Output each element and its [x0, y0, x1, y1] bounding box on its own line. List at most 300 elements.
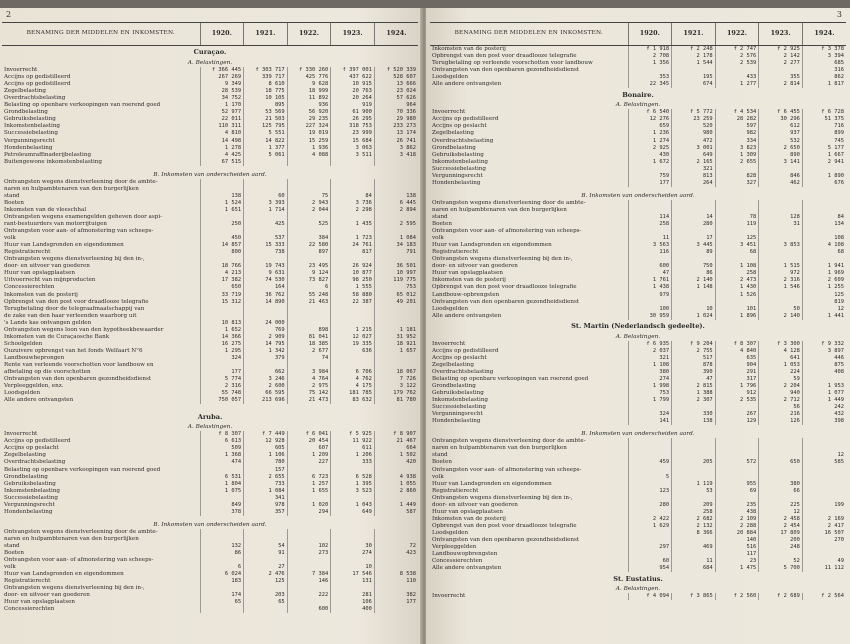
value-cell: 423	[374, 550, 418, 557]
value-cell: 6 531	[200, 474, 244, 481]
table-body-right	[430, 46, 846, 601]
value-cell: 10 877	[331, 270, 375, 277]
row-label: volk	[432, 235, 444, 242]
value-cell: 14 795	[244, 341, 288, 348]
value-cell: 4 762	[331, 376, 375, 383]
value-cell	[287, 599, 331, 606]
table-row	[430, 544, 846, 551]
row-label: volk	[4, 235, 16, 242]
value-cell: 3 451	[715, 242, 759, 249]
value-cell: 91	[244, 550, 288, 557]
value-cell	[628, 256, 672, 263]
value-cell: 676	[802, 180, 846, 187]
table-row	[2, 256, 418, 263]
value-cell: 24 000	[244, 320, 288, 327]
table-row	[430, 411, 846, 418]
value-cell: 11 922	[331, 438, 375, 445]
value-cell: 10	[331, 564, 375, 571]
value-cell: 1 119	[672, 481, 716, 488]
value-cell: 972	[759, 270, 803, 277]
value-cell: 1 084	[244, 488, 288, 495]
value-cell: 17 382	[200, 277, 244, 284]
value-cell: 1 896	[715, 313, 759, 320]
table-row	[2, 369, 418, 376]
table-row	[2, 145, 418, 152]
table-row	[2, 138, 418, 145]
table-row	[430, 452, 846, 459]
table-row	[430, 109, 846, 116]
table-row	[430, 445, 846, 452]
value-cell: 6	[200, 564, 244, 571]
value-cell: 267	[715, 411, 759, 418]
value-cell: 733	[244, 481, 288, 488]
value-cell	[628, 481, 672, 488]
value-cell	[374, 362, 418, 369]
table-row	[430, 235, 846, 242]
value-cell: 5	[628, 474, 672, 481]
value-cell: 11 892	[287, 95, 331, 102]
value-cell	[200, 536, 244, 543]
row-label: Gebruiksbelasting	[4, 116, 56, 123]
value-cell	[200, 313, 244, 320]
table-row	[2, 102, 418, 109]
table-row	[2, 341, 418, 348]
value-cell: 84	[802, 214, 846, 221]
value-cell: 123	[628, 488, 672, 495]
row-label: Rente van verleende voorschotten voor landbouw en	[4, 361, 154, 368]
value-cell: 819	[802, 299, 846, 306]
value-cell: 324	[628, 411, 672, 418]
table-row	[2, 383, 418, 390]
value-cell	[759, 67, 803, 74]
value-cell: 267 269	[200, 74, 244, 81]
value-cell: 57 626	[374, 95, 418, 102]
row-label: door- en uitvoer van goederen	[4, 592, 90, 599]
value-cell: 177	[628, 180, 672, 187]
value-cell: 10	[672, 306, 716, 313]
value-cell	[802, 488, 846, 495]
value-cell: 462	[759, 180, 803, 187]
value-cell: 22 011	[200, 116, 244, 123]
row-label: Inkomsten van de posterij	[432, 46, 506, 52]
row-label: Accijns op gedistilleerd	[4, 74, 71, 81]
row-label: Concessierechten	[4, 606, 55, 613]
table-row	[2, 452, 418, 459]
table-row	[2, 313, 418, 320]
value-cell	[200, 306, 244, 313]
value-cell	[628, 530, 672, 537]
value-cell: 1 277	[715, 81, 759, 88]
value-cell: 600	[287, 606, 331, 613]
table-row	[2, 536, 418, 543]
row-label: Inkomsten van de posterij	[4, 291, 78, 298]
table-row	[2, 585, 418, 592]
value-cell: 9 628	[287, 81, 331, 88]
column-header-year: 1924.	[374, 23, 418, 46]
value-cell: 636	[331, 348, 375, 355]
value-cell: 2 417	[802, 523, 846, 530]
value-cell: 5 061	[244, 152, 288, 159]
value-cell: 469	[672, 544, 716, 551]
value-cell	[287, 313, 331, 320]
row-label: volk	[4, 564, 16, 571]
value-cell	[200, 585, 244, 592]
value-cell: 21 473	[287, 397, 331, 404]
heading-text: Aruba.	[197, 412, 223, 421]
value-cell	[628, 509, 672, 516]
value-cell	[200, 179, 244, 186]
value-cell: 2 655	[715, 159, 759, 166]
value-cell: 2 204	[759, 383, 803, 390]
row-label: Ontvangsten van den openbaren gezondheidsdienst	[4, 376, 152, 383]
table-row	[430, 221, 846, 228]
value-cell: f 6 455	[759, 109, 803, 116]
value-cell	[672, 467, 716, 474]
table-row	[430, 46, 846, 54]
value-cell: 66	[759, 488, 803, 495]
table-row	[2, 438, 418, 445]
value-cell	[759, 228, 803, 235]
table-row	[2, 327, 418, 334]
value-cell: 3 563	[628, 242, 672, 249]
row-label: naren en hulpambtenaren van den burgerlijken	[4, 185, 139, 192]
value-cell: 3 736	[331, 200, 375, 207]
value-cell: 86	[672, 270, 716, 277]
value-cell	[374, 186, 418, 193]
value-cell	[287, 529, 331, 536]
row-label: Invoerrecht	[4, 431, 38, 438]
value-cell: 800	[200, 249, 244, 256]
value-cell: 258	[672, 509, 716, 516]
value-cell: 23 259	[672, 116, 716, 123]
value-cell: 2 975	[287, 383, 331, 390]
value-cell: 379	[244, 355, 288, 362]
value-cell: 520	[672, 123, 716, 130]
row-label: Ouzuivere opbrengst van het fonds Welfaart N°6	[4, 347, 143, 354]
heading-text: A. Belastingen.	[615, 333, 661, 340]
value-cell: 30 296	[759, 116, 803, 123]
value-cell	[715, 438, 759, 445]
value-cell: 250	[200, 221, 244, 228]
table-row	[2, 123, 418, 130]
value-cell: 5 774	[200, 376, 244, 383]
value-cell: f 3 378	[802, 46, 846, 54]
value-cell: 875	[802, 362, 846, 369]
value-cell	[200, 529, 244, 536]
row-label: naren en hulpambtenaren van den burgerlijken	[432, 206, 567, 213]
value-cell	[200, 362, 244, 369]
value-cell: 980	[672, 130, 716, 137]
value-cell: 327	[715, 180, 759, 187]
value-cell: 209	[672, 502, 716, 509]
value-cell: 4 938	[374, 474, 418, 481]
value-cell: 14 822	[244, 138, 288, 145]
value-cell: 1 714	[244, 207, 288, 214]
value-cell: 674	[672, 81, 716, 88]
column-header-year: 1921.	[244, 23, 288, 46]
value-cell	[374, 536, 418, 543]
row-label: Loodsgelden	[432, 74, 469, 81]
row-label: Huur van Landsgronden en eigendommen	[432, 480, 552, 487]
value-cell	[715, 452, 759, 459]
value-cell: 509	[200, 445, 244, 452]
row-label: Alle andere ontvangsten	[432, 565, 502, 572]
table-row	[2, 292, 418, 299]
value-cell: 600	[628, 263, 672, 270]
value-cell: 2 422	[628, 516, 672, 523]
value-cell: 110	[374, 578, 418, 585]
value-cell: 849	[200, 502, 244, 509]
value-cell: 1 108	[715, 263, 759, 270]
value-cell: 6 723	[287, 474, 331, 481]
value-cell: 1 278	[200, 145, 244, 152]
value-cell: 72	[374, 543, 418, 550]
value-cell: 459	[628, 459, 672, 466]
row-label: Schoolgelden	[4, 340, 43, 347]
value-cell	[628, 467, 672, 474]
value-cell: 1 395	[331, 481, 375, 488]
value-cell: 47	[628, 270, 672, 277]
table-row	[2, 109, 418, 116]
left-page	[0, 8, 422, 644]
value-cell: 73 827	[287, 277, 331, 284]
table-row	[2, 606, 418, 613]
value-cell	[759, 207, 803, 214]
value-cell: 398	[802, 418, 846, 425]
value-cell: 4 764	[287, 376, 331, 383]
value-cell: 1 651	[200, 207, 244, 214]
value-cell: 3 246	[244, 376, 288, 383]
value-cell	[287, 228, 331, 235]
value-cell: 14 890	[244, 299, 288, 306]
value-cell: 19 335	[331, 341, 375, 348]
table-row	[2, 207, 418, 214]
table-row	[430, 502, 846, 509]
value-cell: 780	[244, 459, 288, 466]
value-cell: f 2 564	[802, 593, 846, 600]
table-row	[430, 593, 846, 600]
row-label: Ontvangsten wegens dienstverleening bij den in-,	[432, 494, 573, 501]
value-cell: 294	[287, 509, 331, 516]
value-cell	[628, 495, 672, 502]
value-cell: 81 041	[287, 334, 331, 341]
value-cell: 17 546	[331, 571, 375, 578]
table-row	[430, 277, 846, 284]
table-row	[430, 81, 846, 88]
value-cell: 67 515	[200, 159, 244, 166]
row-label: Ontvangsten wegens dienstverleening door de ambte-	[4, 178, 158, 185]
value-cell	[200, 606, 244, 613]
table-row	[430, 438, 846, 445]
value-cell: 6 024	[200, 571, 244, 578]
value-cell: 17 809	[759, 530, 803, 537]
table-row	[430, 558, 846, 565]
value-cell	[287, 467, 331, 474]
value-cell: 29 980	[374, 116, 418, 123]
value-cell: 18 999	[287, 88, 331, 95]
value-cell: 200	[759, 537, 803, 544]
table-row	[430, 418, 846, 425]
value-cell	[331, 529, 375, 536]
value-cell: 270	[802, 537, 846, 544]
value-cell: f 330 260	[287, 67, 331, 74]
heading-text: A. Belastingen.	[615, 586, 661, 593]
value-cell	[331, 159, 375, 166]
value-cell: 10 813	[200, 320, 244, 327]
value-cell: 2 815	[672, 383, 716, 390]
value-cell: 11	[672, 558, 716, 565]
value-cell: 3 122	[374, 383, 418, 390]
value-cell: 177	[374, 599, 418, 606]
value-cell	[715, 256, 759, 263]
table-row	[2, 152, 418, 159]
value-cell: 59	[759, 376, 803, 383]
value-cell: 26 295	[331, 116, 375, 123]
value-cell: 14	[672, 214, 716, 221]
value-cell: 12	[759, 509, 803, 516]
value-cell: 61 900	[331, 109, 375, 116]
value-cell	[628, 537, 672, 544]
table-row	[2, 502, 418, 509]
row-label: Ontvangsten wegens examengelden geheven door aspi-	[4, 213, 163, 220]
table-row	[430, 474, 846, 481]
row-label: Belasting op openbare verkoopingen van roerend goed	[4, 466, 161, 473]
value-cell	[244, 228, 288, 235]
table-row	[2, 193, 418, 200]
subsection-heading	[430, 431, 846, 438]
value-cell: 2 458	[759, 516, 803, 523]
value-cell: 65 012	[374, 292, 418, 299]
value-cell: 1 998	[628, 383, 672, 390]
table-row	[2, 284, 418, 291]
value-cell: 11	[628, 235, 672, 242]
value-cell: 4 840	[715, 348, 759, 355]
value-cell: 898	[287, 327, 331, 334]
table-row	[2, 459, 418, 466]
value-cell: 119 775	[374, 277, 418, 284]
value-cell: 132	[200, 543, 244, 550]
row-label: Gebruiksbelasting	[4, 480, 56, 487]
value-cell: f 2 925	[759, 46, 803, 54]
value-cell: 1 667	[802, 152, 846, 159]
table-row	[2, 235, 418, 242]
row-label: naren en hulpambtenaren van den burgerlijken	[4, 535, 139, 542]
value-cell	[672, 438, 716, 445]
value-cell: 23	[715, 558, 759, 565]
value-cell: 183	[200, 578, 244, 585]
value-cell: f 2 248	[672, 46, 716, 54]
value-cell: 18 385	[287, 341, 331, 348]
value-cell: 339 717	[244, 74, 288, 81]
value-cell: 474	[200, 459, 244, 466]
row-label: Ontvangsten wegens dienstverleening door de ambte-	[432, 199, 586, 206]
value-cell	[287, 585, 331, 592]
value-cell: 23 024	[374, 88, 418, 95]
value-cell	[628, 551, 672, 558]
row-label: Ontvangsten voor aan- of afmonstering van scheeps-	[4, 228, 154, 235]
table-row	[2, 355, 418, 362]
row-label: Registratierecht	[4, 578, 51, 585]
subsection-heading	[2, 424, 418, 431]
value-cell: 532	[759, 138, 803, 145]
table-row	[430, 481, 846, 488]
table-row	[430, 341, 846, 348]
table-row	[430, 390, 846, 397]
value-cell	[715, 467, 759, 474]
value-cell: 51 375	[802, 116, 846, 123]
value-cell: 15 333	[244, 242, 288, 249]
value-cell	[374, 529, 418, 536]
value-cell	[759, 438, 803, 445]
row-label: Terugbetaling op verleende voorschotten voor landbouw	[432, 60, 593, 67]
row-label: rant-bestuurders van motorrijtuigen	[4, 221, 108, 228]
value-cell: 685	[802, 60, 846, 67]
row-label: Boeten	[4, 550, 24, 557]
row-label: Grondbelasting	[4, 473, 48, 480]
value-cell: 2 473	[715, 277, 759, 284]
value-cell: 21 467	[374, 438, 418, 445]
value-cell: 12 276	[628, 116, 672, 123]
table-row	[430, 362, 846, 369]
value-cell	[331, 228, 375, 235]
table-row	[430, 270, 846, 277]
table-row	[2, 249, 418, 256]
value-cell: 86	[200, 550, 244, 557]
value-cell	[287, 557, 331, 564]
value-cell: 9 631	[244, 270, 288, 277]
value-cell: 12 027	[331, 334, 375, 341]
table-row	[2, 221, 418, 228]
table-row	[2, 495, 418, 502]
value-cell: 60	[628, 558, 672, 565]
value-cell: 912	[715, 390, 759, 397]
value-cell	[759, 467, 803, 474]
value-cell: 22 387	[331, 299, 375, 306]
value-cell	[374, 606, 418, 613]
value-cell: 227 324	[287, 123, 331, 130]
value-cell: 65	[244, 599, 288, 606]
value-cell: 2 539	[715, 60, 759, 67]
value-cell: 3 511	[331, 152, 375, 159]
value-cell: 3 141	[759, 159, 803, 166]
row-label: Boeten	[4, 199, 24, 206]
value-cell: 450	[200, 235, 244, 242]
table-row	[430, 369, 846, 376]
row-label: Inkomsten van de Curaçaosche Bank	[4, 333, 110, 340]
value-cell: 525	[287, 221, 331, 228]
value-cell: 890	[759, 152, 803, 159]
value-cell: 2 535	[715, 397, 759, 404]
value-cell	[672, 228, 716, 235]
table-row	[2, 299, 418, 306]
value-cell	[331, 362, 375, 369]
row-label: Inkomstenbelasting	[432, 397, 489, 404]
value-cell: 11 112	[802, 565, 846, 572]
value-cell: 280	[628, 502, 672, 509]
value-cell	[331, 214, 375, 221]
row-label: Ontvangsten voor aan- of afmonstering van scheeps-	[432, 466, 582, 473]
value-cell: 659	[628, 123, 672, 130]
value-cell: 1 969	[802, 270, 846, 277]
row-label: Zegelbelasting	[432, 130, 474, 137]
table-row	[430, 123, 846, 130]
row-label: Opbrengst van den post voor draadlooze telegrafie	[432, 522, 577, 529]
subsection-heading	[2, 172, 418, 179]
value-cell	[374, 306, 418, 313]
table-row	[2, 550, 418, 557]
value-cell: 26 741	[374, 138, 418, 145]
value-cell	[802, 376, 846, 383]
